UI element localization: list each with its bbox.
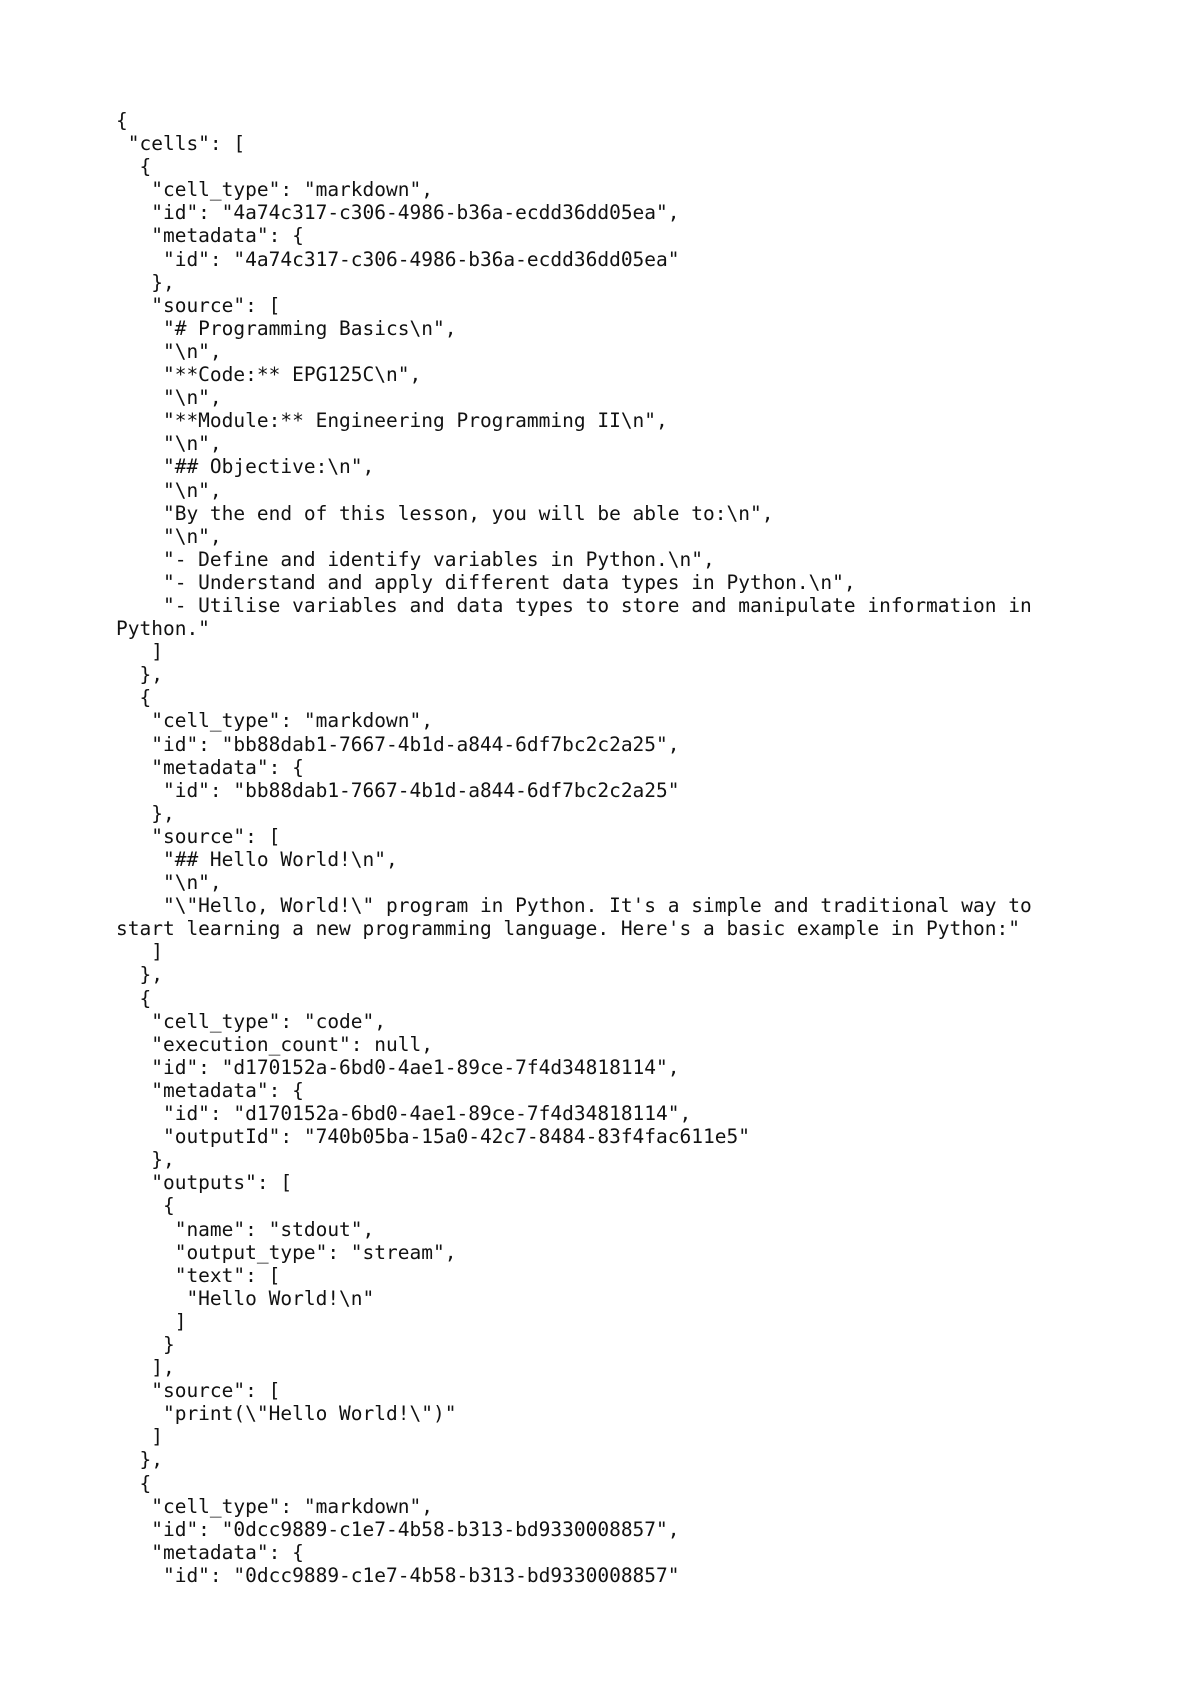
code-line: "cell_type": "markdown",: [116, 1494, 433, 1518]
code-line: "metadata": {: [116, 1078, 304, 1102]
code-line: ]: [116, 940, 163, 964]
code-line: "metadata": {: [116, 755, 304, 779]
code-line: "\n",: [116, 524, 222, 548]
code-line: "outputId": "740b05ba-15a0-42c7-8484-83f4fac611e5": [116, 1125, 750, 1149]
code-line: "cell_type": "markdown",: [116, 709, 433, 733]
code-line: "metadata": {: [116, 224, 304, 248]
code-line: {: [116, 1471, 152, 1495]
code-line: },: [116, 663, 163, 687]
code-line: "cells": [: [116, 132, 246, 156]
code-line: "id": "bb88dab1-7667-4b1d-a844-6df7bc2c2a25",: [116, 732, 680, 756]
code-line: }: [116, 1332, 175, 1356]
code-line: "cell_type": "code",: [116, 1009, 387, 1033]
code-line: "cell_type": "markdown",: [116, 178, 433, 202]
code-line: },: [116, 270, 175, 294]
code-line: },: [116, 963, 163, 987]
code-line: "\n",: [116, 871, 222, 895]
code-line: "## Objective:\n",: [116, 455, 375, 479]
code-line: "id": "4a74c317-c306-4986-b36a-ecdd36dd05ea": [116, 247, 680, 271]
code-line: "\n",: [116, 432, 222, 456]
code-line: "output_type": "stream",: [116, 1240, 457, 1264]
code-line: "source": [: [116, 293, 281, 317]
code-line: "id": "bb88dab1-7667-4b1d-a844-6df7bc2c2a25": [116, 778, 680, 802]
code-line: "id": "d170152a-6bd0-4ae1-89ce-7f4d34818114",: [116, 1055, 680, 1079]
code-line: "print(\"Hello World!\")": [116, 1402, 457, 1426]
code-line: "id": "d170152a-6bd0-4ae1-89ce-7f4d34818114",: [116, 1102, 692, 1126]
code-line: "execution_count": null,: [116, 1032, 433, 1056]
code-line: "- Define and identify variables in Python.\n",: [116, 547, 715, 571]
json-code-block: [116, 109, 1116, 1587]
code-line: "\"Hello, World!\" program in Python. It's a simple and traditional way to: [116, 894, 1032, 918]
code-line: "\n",: [116, 386, 222, 410]
code-line: {: [116, 686, 152, 710]
code-line: "id": "0dcc9889-c1e7-4b58-b313-bd9330008857": [116, 1563, 680, 1587]
code-line: "outputs": [: [116, 1171, 293, 1195]
code-line: "source": [: [116, 1379, 281, 1403]
code-line: ]: [116, 1425, 163, 1449]
code-line: "# Programming Basics\n",: [116, 316, 457, 340]
code-line: {: [116, 109, 128, 132]
code-line: "## Hello World!\n",: [116, 848, 398, 871]
code-line: {: [116, 155, 152, 179]
code-line: "**Module:** Engineering Programming II\n",: [116, 409, 668, 433]
code-line: Python.": [116, 617, 210, 641]
code-line: "name": "stdout",: [116, 1217, 375, 1241]
code-line: "\n",: [116, 339, 222, 363]
code-line: "Hello World!\n": [116, 1286, 375, 1310]
code-line: {: [116, 1194, 175, 1218]
code-line: "- Utilise variables and data types to store and manipulate information in: [116, 593, 1032, 617]
code-line: },: [116, 1448, 163, 1472]
code-line: "metadata": {: [116, 1540, 304, 1564]
code-line: "**Code:** EPG125C\n",: [116, 363, 422, 387]
code-line: "text": [: [116, 1263, 281, 1287]
code-line: ],: [116, 1356, 175, 1380]
code-line: "id": "4a74c317-c306-4986-b36a-ecdd36dd05ea",: [116, 201, 680, 225]
code-line: ]: [116, 1309, 187, 1333]
code-line: },: [116, 801, 175, 825]
code-line: "\n",: [116, 478, 222, 502]
code-line: "source": [: [116, 824, 281, 848]
code-line: start learning a new programming language. Here's a basic example in Python:": [116, 917, 1020, 941]
code-line: "- Understand and apply different data types in Python.\n",: [116, 570, 856, 594]
code-line: {: [116, 986, 152, 1010]
code-line: ]: [116, 640, 163, 664]
code-line: },: [116, 1148, 175, 1172]
code-line: "By the end of this lesson, you will be able to:\n",: [116, 501, 774, 525]
code-line: "id": "0dcc9889-c1e7-4b58-b313-bd9330008857",: [116, 1517, 680, 1541]
